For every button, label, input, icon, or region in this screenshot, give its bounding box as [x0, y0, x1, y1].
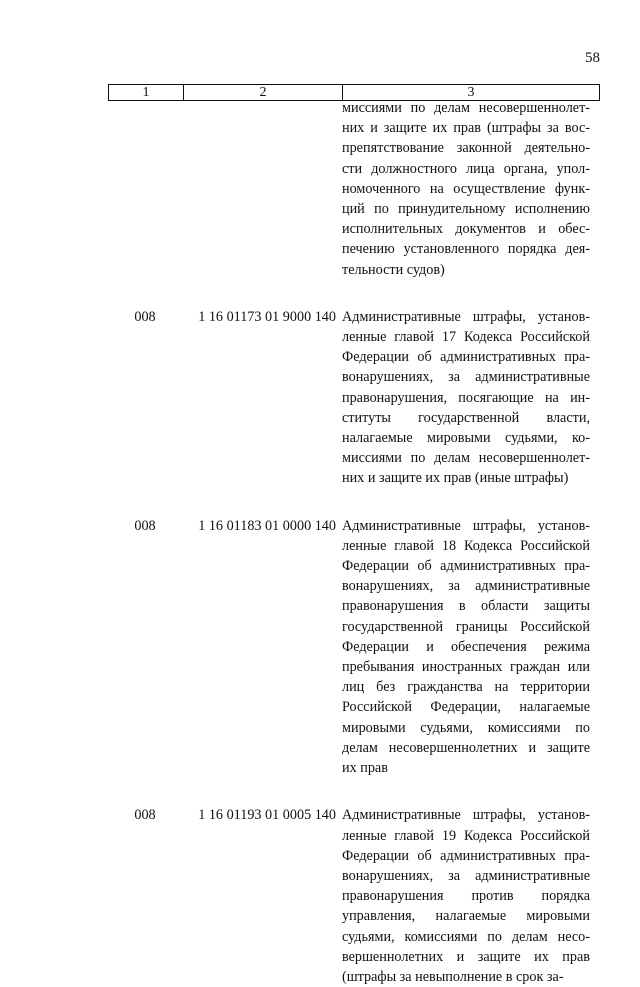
description-line: миссиями по делам несовершеннолет- — [342, 100, 590, 116]
description-line: ституты государственной власти, — [342, 409, 590, 426]
description-line: правонарушения, посягающие на ин- — [342, 389, 590, 406]
table-row — [0, 805, 640, 987]
description-line: исполнительных документов и обес- — [342, 221, 590, 238]
description-line: правонарушения в области защиты — [342, 598, 590, 615]
table-row — [0, 98, 640, 280]
admin-code-cell: 008 — [134, 308, 156, 325]
description-line: Федерации об административных пра- — [342, 349, 590, 366]
header-col-3: 3 — [467, 85, 475, 100]
budget-code-cell: 1 16 01173 01 9000 140 — [198, 308, 336, 325]
description-line: номоченного на осуществление функ- — [342, 180, 590, 197]
description-line: их прав — [342, 760, 388, 777]
description-line: Административные штрафы, установ- — [342, 517, 590, 534]
header-col-1: 1 — [109, 85, 184, 100]
header-col-2: 2 — [184, 85, 343, 100]
description-line: (штрафы за невыполнение в срок за- — [342, 968, 564, 985]
description-line: миссиями по делам несовершеннолет- — [342, 450, 590, 467]
description-line: правонарушения против порядка — [342, 888, 590, 905]
description-line: вершеннолетних и защите их прав — [342, 948, 590, 965]
description-line: ленные главой 17 Кодекса Российской — [342, 329, 590, 346]
description-cell — [342, 516, 590, 779]
description-line: вонарушениях, за административные — [342, 867, 590, 884]
description-line: мировыми судьями, комиссиями по — [342, 719, 590, 736]
description-line: Административные штрафы, установ- — [342, 308, 590, 325]
table-row — [0, 307, 640, 489]
description-line: вонарушениях, за административные — [342, 578, 590, 595]
admin-code-cell: 008 — [134, 517, 156, 534]
description-line: ленные главой 18 Кодекса Российской — [342, 537, 590, 554]
description-line: тельности судов) — [342, 261, 445, 278]
table-body — [0, 101, 640, 987]
description-line: пребывания иностранных граждан или — [342, 659, 590, 676]
admin-code-cell — [108, 98, 182, 280]
budget-code-cell — [182, 98, 342, 280]
description-line: Российской Федерации, налагаемые — [342, 699, 590, 716]
budget-code-cell: 1 16 01183 01 0000 140 — [198, 517, 336, 534]
description-line: Административные штрафы, установ- — [342, 807, 590, 824]
description-cell — [342, 805, 590, 987]
table-row — [0, 516, 640, 779]
description-line: Федерации и обеспечения режима — [342, 638, 590, 655]
description-line: препятствование законной деятельно- — [342, 140, 590, 157]
description-cell — [342, 98, 590, 280]
description-line: лиц без гражданства на территории — [342, 679, 590, 696]
description-line: делам несовершеннолетних и защите — [342, 739, 590, 756]
description-line: них и защите их прав (штрафы за вос- — [342, 120, 590, 137]
admin-code-cell: 008 — [134, 807, 156, 824]
budget-code-cell: 1 16 01193 01 0005 140 — [198, 807, 336, 824]
description-cell — [342, 307, 590, 489]
description-line: ленные главой 19 Кодекса Российской — [342, 827, 590, 844]
description-line: судьями, комиссиями по делам несо- — [342, 928, 590, 945]
description-line: управления, налагаемые мировыми — [342, 908, 590, 925]
description-line: вонарушениях, за административные — [342, 369, 590, 386]
description-line: Федерации об административных пра- — [342, 558, 590, 575]
description-line: сти должностного лица органа, упол- — [342, 160, 590, 177]
description-line: печению установленного порядка дея- — [342, 241, 590, 258]
description-line: Федерации об административных пра- — [342, 847, 590, 864]
description-line: них и защите их прав (иные штрафы) — [342, 470, 569, 487]
description-line: ций по принудительному исполнению — [342, 201, 590, 218]
description-line: налагаемые мировыми судьями, ко- — [342, 430, 590, 447]
description-line: государственной границы Российской — [342, 618, 590, 635]
page-number: 58 — [585, 50, 600, 66]
